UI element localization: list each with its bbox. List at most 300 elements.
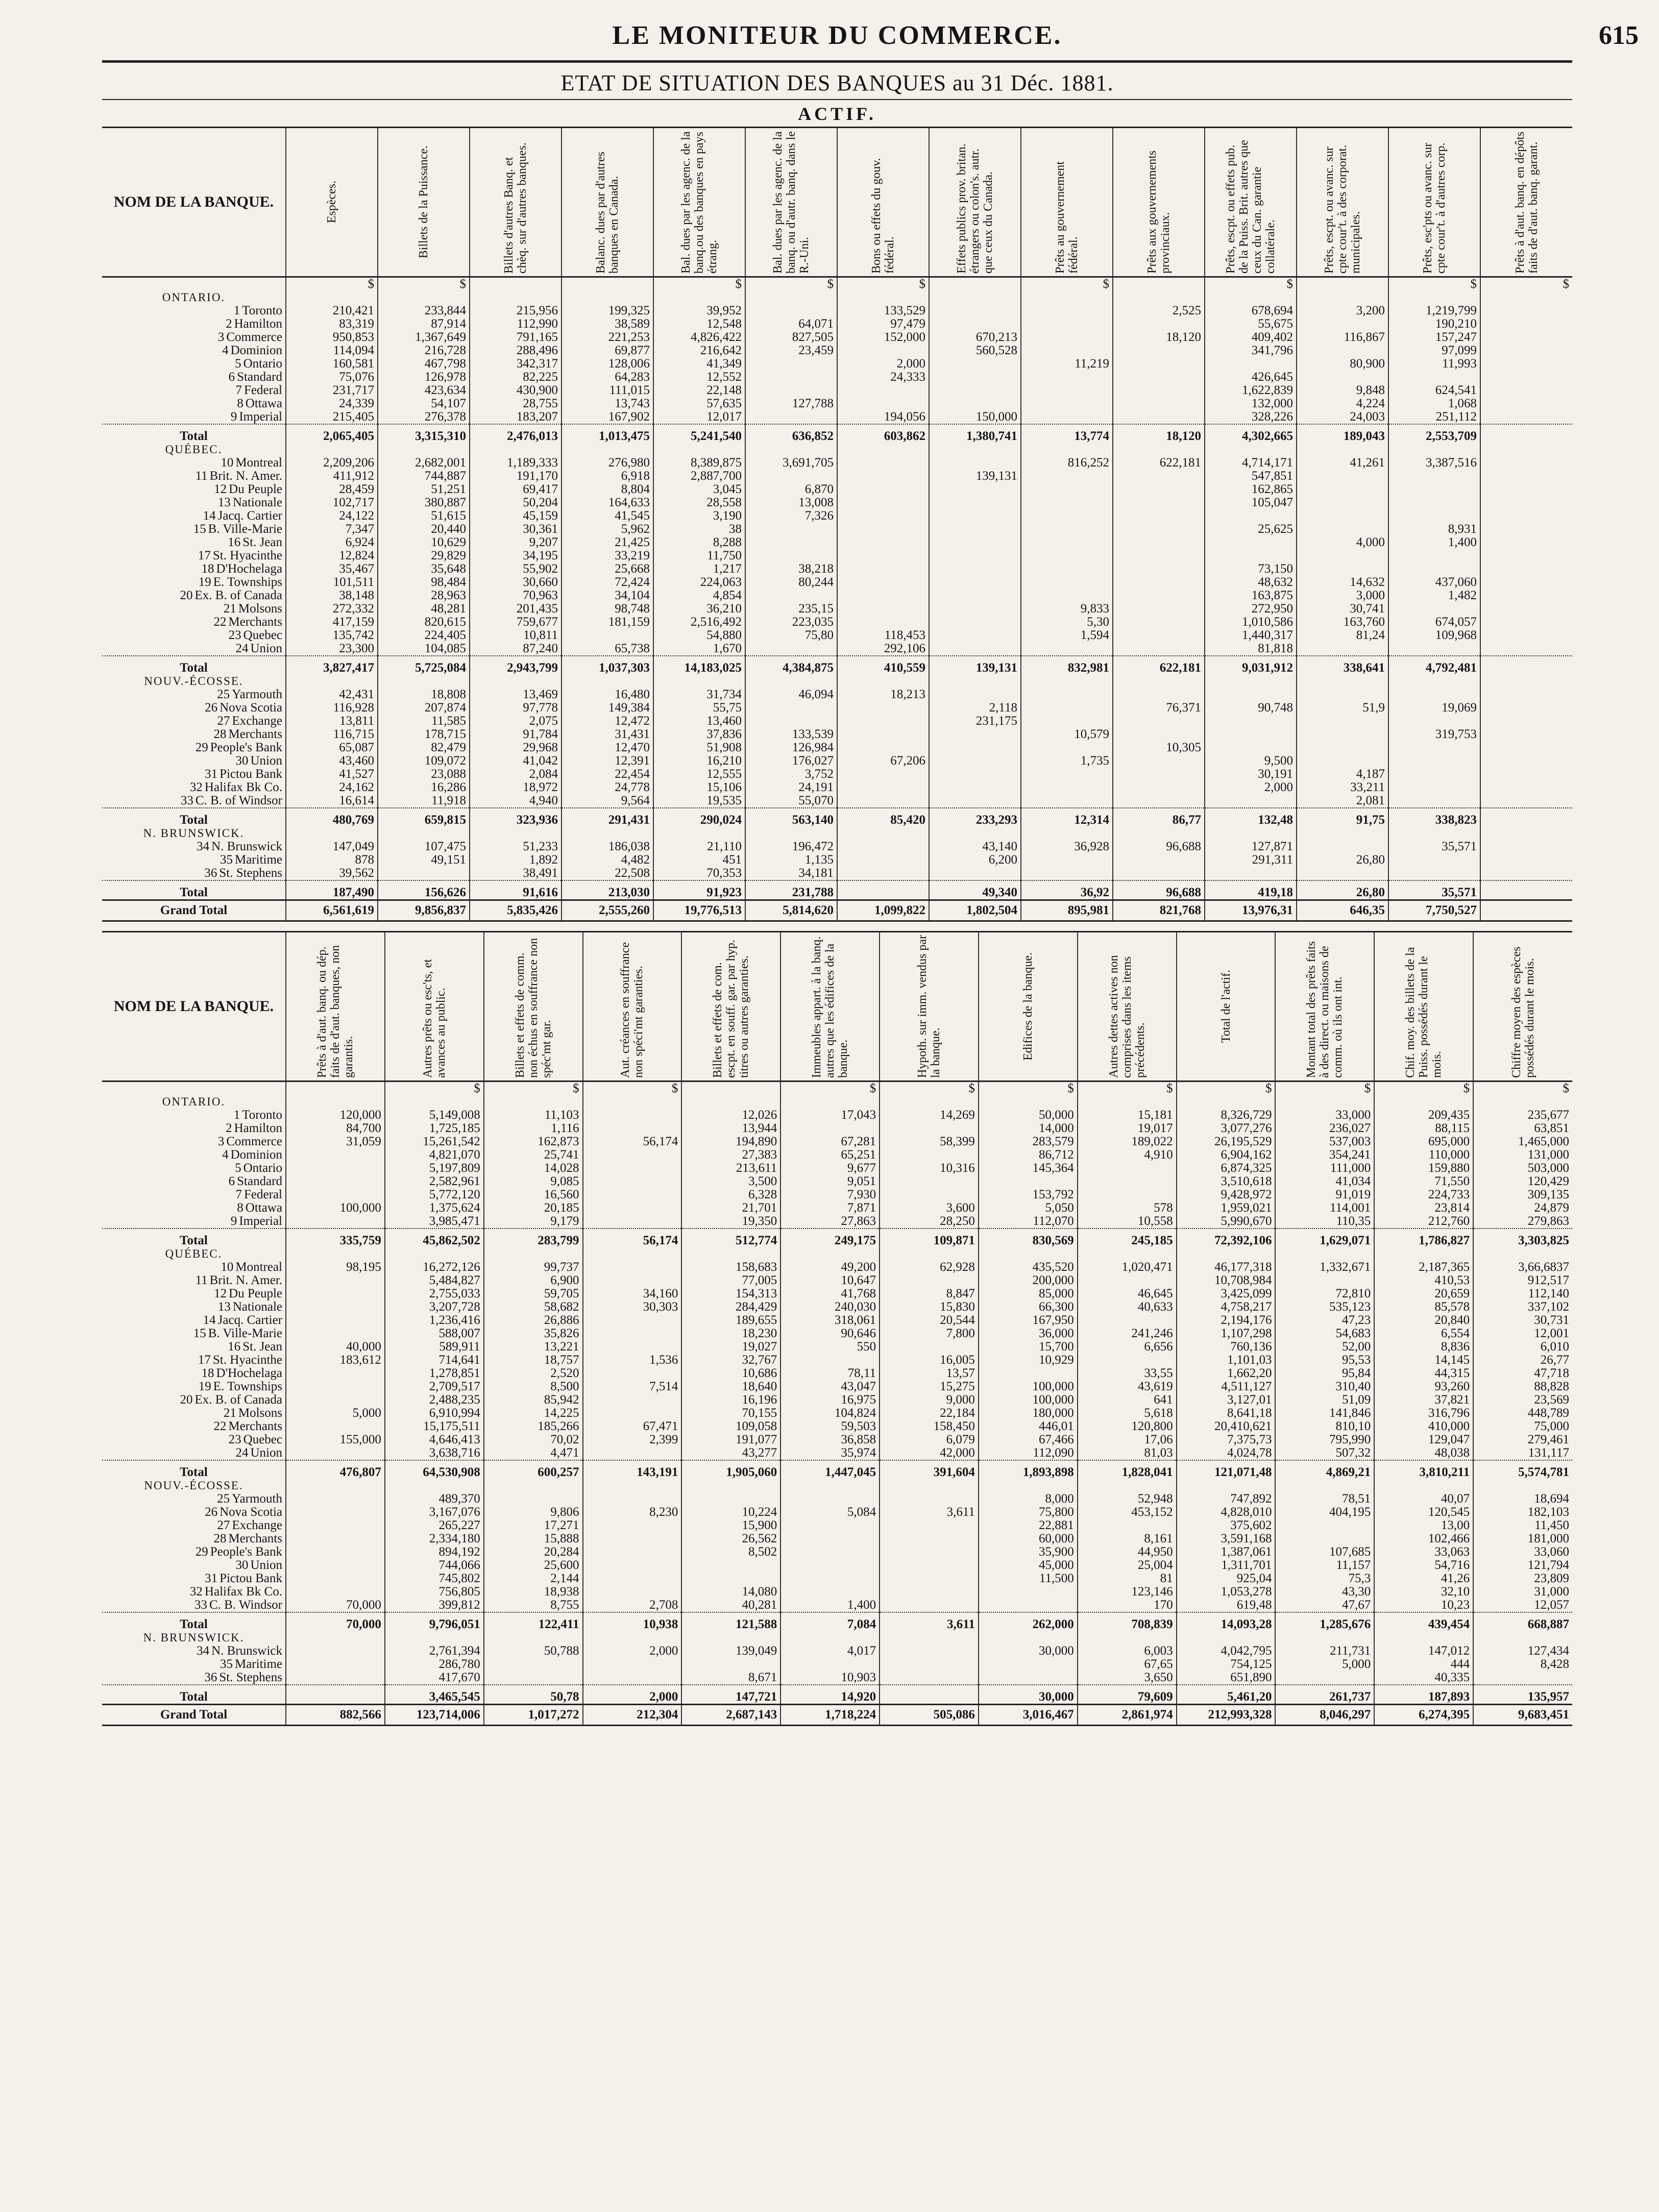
amount-cell: $ xyxy=(385,1082,484,1096)
total-row xyxy=(102,1685,1572,1705)
amount-cell: 88,115 xyxy=(1374,1122,1473,1135)
amount-cell xyxy=(681,1095,780,1109)
page-number: 615 xyxy=(1599,21,1639,50)
amount-cell: 40,000 xyxy=(286,1340,385,1354)
amount-cell: 49,151 xyxy=(378,853,470,867)
amount-cell: 439,454 xyxy=(1374,1612,1473,1631)
amount-cell: 9,856,837 xyxy=(378,900,470,921)
amount-cell: 56,174 xyxy=(583,1135,682,1148)
amount-cell xyxy=(1021,371,1113,384)
column-header xyxy=(583,932,682,1082)
amount-cell xyxy=(929,781,1021,794)
amount-cell: 26,562 xyxy=(681,1532,780,1545)
amount-cell xyxy=(929,728,1021,741)
amount-cell: 10,929 xyxy=(979,1354,1078,1367)
amount-cell: 6,200 xyxy=(929,853,1021,867)
bank-name-cell xyxy=(102,1354,286,1367)
amount-cell xyxy=(1297,754,1388,768)
row-number: 15 xyxy=(193,523,206,536)
row-number: 32 xyxy=(189,781,203,794)
amount-cell: 43,460 xyxy=(286,754,378,768)
amount-cell: 13,774 xyxy=(1021,424,1113,443)
amount-cell: 64,283 xyxy=(562,371,653,384)
amount-cell xyxy=(286,1300,385,1314)
amount-cell: 18,972 xyxy=(470,781,562,794)
amount-cell xyxy=(1473,1631,1572,1644)
amount-cell xyxy=(929,688,1021,701)
bank-row xyxy=(102,1420,1572,1433)
bank-name-cell xyxy=(102,277,286,291)
amount-cell xyxy=(745,549,837,562)
amount-cell: 96,688 xyxy=(1113,880,1205,900)
row-number: 22 xyxy=(213,1420,227,1433)
amount-cell xyxy=(929,357,1021,371)
amount-cell xyxy=(1021,549,1113,562)
column-header xyxy=(880,932,979,1082)
dollar-row xyxy=(102,277,1572,291)
amount-cell: 52,00 xyxy=(1275,1340,1374,1354)
row-number: 9 xyxy=(230,1215,237,1228)
amount-cell xyxy=(1113,853,1205,867)
amount-cell: 6,924 xyxy=(286,536,378,549)
amount-cell xyxy=(1205,291,1297,304)
amount-cell: 6,554 xyxy=(1374,1327,1473,1340)
amount-cell xyxy=(929,384,1021,397)
bank-row xyxy=(102,589,1572,602)
amount-cell: 375,602 xyxy=(1177,1519,1276,1532)
amount-cell: 24,003 xyxy=(1297,410,1388,424)
amount-cell xyxy=(979,1095,1078,1109)
bank-row xyxy=(102,1340,1572,1354)
amount-cell xyxy=(1480,536,1572,549)
bank-name: Halifax Bk Co. xyxy=(204,1585,282,1599)
amount-cell: 133,529 xyxy=(837,304,929,317)
amount-cell: 5,962 xyxy=(562,523,653,536)
bank-name-cell xyxy=(102,867,286,880)
amount-cell: 64,530,908 xyxy=(385,1460,484,1479)
amount-cell xyxy=(378,867,470,880)
amount-cell xyxy=(1374,1095,1473,1109)
amount-cell: 745,802 xyxy=(385,1572,484,1585)
amount-cell: 181,000 xyxy=(1473,1532,1572,1545)
amount-cell xyxy=(562,291,653,304)
amount-cell: 51,9 xyxy=(1297,701,1388,715)
amount-cell: 75,800 xyxy=(979,1506,1078,1519)
running-head xyxy=(102,20,1639,56)
amount-cell: 83,319 xyxy=(286,317,378,331)
amount-cell: 22,148 xyxy=(653,384,745,397)
amount-cell: 30,000 xyxy=(979,1644,1078,1658)
bank-name-cell xyxy=(102,1314,286,1327)
amount-cell: 28,250 xyxy=(880,1215,979,1228)
amount-cell: 288,496 xyxy=(470,344,562,357)
amount-cell xyxy=(837,781,929,794)
amount-cell: 28,755 xyxy=(470,397,562,410)
amount-cell xyxy=(1021,781,1113,794)
amount-cell: 4,940 xyxy=(470,794,562,808)
amount-cell xyxy=(1480,781,1572,794)
amount-cell xyxy=(1021,576,1113,589)
amount-cell: 101,511 xyxy=(286,576,378,589)
bank-name: Molsons xyxy=(238,602,282,616)
dollar-row xyxy=(102,1082,1572,1096)
bank-row xyxy=(102,1367,1572,1380)
amount-cell: 224,733 xyxy=(1374,1188,1473,1201)
amount-cell: 157,247 xyxy=(1388,331,1480,344)
amount-cell: 588,007 xyxy=(385,1327,484,1340)
bank-row xyxy=(102,741,1572,754)
bank-row xyxy=(102,1506,1572,1519)
amount-cell xyxy=(1021,562,1113,576)
amount-cell xyxy=(745,443,837,456)
amount-cell xyxy=(1480,424,1572,443)
bank-name-cell xyxy=(102,496,286,509)
amount-cell: 24,191 xyxy=(745,781,837,794)
row-number: 31 xyxy=(205,1572,218,1585)
amount-cell: 1,017,272 xyxy=(484,1705,583,1726)
row-number: 26 xyxy=(205,701,218,715)
bank-name: Commerce xyxy=(226,331,282,344)
amount-cell: 310,40 xyxy=(1275,1380,1374,1393)
amount-cell: 200,000 xyxy=(979,1274,1078,1287)
amount-cell xyxy=(286,1274,385,1287)
amount-cell: 1,670 xyxy=(653,642,745,656)
amount-cell: 80,244 xyxy=(745,576,837,589)
amount-cell: 139,131 xyxy=(929,656,1021,675)
bank-row xyxy=(102,1314,1572,1327)
column-header xyxy=(681,932,780,1082)
amount-cell xyxy=(837,675,929,688)
amount-cell: 97,479 xyxy=(837,317,929,331)
amount-cell xyxy=(880,1519,979,1532)
amount-cell: 505,086 xyxy=(880,1705,979,1726)
amount-cell: 1,400 xyxy=(780,1599,880,1612)
amount-cell xyxy=(880,1545,979,1559)
amount-cell: 1,189,333 xyxy=(470,456,562,470)
amount-cell: 9,000 xyxy=(880,1393,979,1407)
column-header-label: Billets d'autres Banq. et chèq. sur d'autres banques. xyxy=(502,142,529,274)
amount-cell: 7,375,73 xyxy=(1177,1433,1276,1446)
amount-cell: 43,277 xyxy=(681,1446,780,1460)
amount-cell: 114,094 xyxy=(286,344,378,357)
bank-name-cell xyxy=(102,1201,286,1215)
amount-cell: 122,411 xyxy=(484,1612,583,1631)
bank-name-cell xyxy=(102,371,286,384)
row-number: 27 xyxy=(217,715,230,728)
bank-row xyxy=(102,853,1572,867)
amount-cell: 15,275 xyxy=(880,1380,979,1393)
amount-cell xyxy=(1113,754,1205,768)
bank-name-cell xyxy=(102,549,286,562)
bank-name-cell xyxy=(102,384,286,397)
amount-cell: 33,000 xyxy=(1275,1109,1374,1122)
amount-cell xyxy=(745,384,837,397)
amount-cell: 35,900 xyxy=(979,1545,1078,1559)
amount-cell: 111,000 xyxy=(1275,1162,1374,1175)
amount-cell xyxy=(286,1148,385,1162)
amount-cell xyxy=(286,1479,385,1492)
amount-cell: 8,502 xyxy=(681,1545,780,1559)
bank-row xyxy=(102,1644,1572,1658)
bank-name: Yarmouth xyxy=(232,688,282,701)
amount-cell: 132,000 xyxy=(1205,397,1297,410)
column-header xyxy=(484,932,583,1082)
amount-cell xyxy=(681,1247,780,1261)
amount-cell xyxy=(1480,523,1572,536)
bank-name: Brit. N. Amer. xyxy=(209,1274,282,1287)
amount-cell: 20,659 xyxy=(1374,1287,1473,1300)
amount-cell: 181,159 xyxy=(562,616,653,629)
amount-cell xyxy=(929,456,1021,470)
amount-cell: 744,066 xyxy=(385,1559,484,1572)
amount-cell: 23,814 xyxy=(1374,1201,1473,1215)
amount-cell: 4,302,665 xyxy=(1205,424,1297,443)
amount-cell xyxy=(653,827,745,840)
amount-cell: 1,037,303 xyxy=(562,656,653,675)
amount-cell xyxy=(286,1287,385,1300)
amount-cell xyxy=(378,675,470,688)
amount-cell: 10,558 xyxy=(1078,1215,1177,1228)
amount-cell: 50,788 xyxy=(484,1644,583,1658)
amount-cell xyxy=(1113,562,1205,576)
column-header-label: Bal. dues par les agenc. de la banq.ou des banques en pays étrang. xyxy=(679,131,719,274)
amount-cell: 2,075 xyxy=(470,715,562,728)
row-number: 1 xyxy=(233,1109,240,1122)
amount-cell: 535,123 xyxy=(1275,1300,1374,1314)
amount-cell: 9,848 xyxy=(1297,384,1388,397)
amount-cell: 147,049 xyxy=(286,840,378,853)
amount-cell xyxy=(1473,1247,1572,1261)
bank-name: Grand Total xyxy=(160,1708,228,1722)
total-row xyxy=(102,880,1572,900)
bank-name: Merchants xyxy=(228,1420,282,1433)
amount-cell: 323,936 xyxy=(470,808,562,827)
amount-cell xyxy=(745,715,837,728)
amount-cell: 4,910 xyxy=(1078,1148,1177,1162)
amount-cell: 63,851 xyxy=(1473,1122,1572,1135)
amount-cell xyxy=(1113,675,1205,688)
amount-cell xyxy=(880,1492,979,1506)
amount-cell xyxy=(286,443,378,456)
amount-cell: 2,687,143 xyxy=(681,1705,780,1726)
amount-cell xyxy=(979,1479,1078,1492)
amount-cell: 5,574,781 xyxy=(1473,1460,1572,1479)
amount-cell: 59,503 xyxy=(780,1420,880,1433)
bank-name-cell xyxy=(102,602,286,616)
amount-cell xyxy=(1297,642,1388,656)
amount-cell: 72,392,106 xyxy=(1177,1228,1276,1247)
region-row xyxy=(102,1095,1572,1109)
amount-cell: 20,544 xyxy=(880,1314,979,1327)
row-number: 3 xyxy=(217,331,225,344)
amount-cell: 426,645 xyxy=(1205,371,1297,384)
amount-cell: 189,022 xyxy=(1078,1135,1177,1148)
bank-name-cell xyxy=(102,715,286,728)
amount-cell: 23,300 xyxy=(286,642,378,656)
amount-cell xyxy=(880,1658,979,1671)
amount-cell: 183,207 xyxy=(470,410,562,424)
bank-name-cell xyxy=(102,1327,286,1340)
amount-cell: 13,008 xyxy=(745,496,837,509)
amount-cell: 10,579 xyxy=(1021,728,1113,741)
amount-cell: 2,555,260 xyxy=(562,900,653,921)
amount-cell: 127,434 xyxy=(1473,1644,1572,1658)
bank-name-cell xyxy=(102,1532,286,1545)
bank-name-cell xyxy=(102,1585,286,1599)
amount-cell: 186,038 xyxy=(562,840,653,853)
amount-cell: 6,910,994 xyxy=(385,1407,484,1420)
amount-cell: 158,683 xyxy=(681,1261,780,1274)
amount-cell: 284,429 xyxy=(681,1300,780,1314)
amount-cell: 11,103 xyxy=(484,1109,583,1122)
bank-name-cell xyxy=(102,1380,286,1393)
amount-cell: 19,027 xyxy=(681,1340,780,1354)
amount-cell: $ xyxy=(1275,1082,1374,1096)
amount-cell: 7,750,527 xyxy=(1388,900,1480,921)
amount-cell: $ xyxy=(979,1082,1078,1096)
amount-cell xyxy=(1113,483,1205,496)
bank-name-cell xyxy=(102,900,286,921)
amount-cell: 26,886 xyxy=(484,1314,583,1327)
amount-cell: 756,805 xyxy=(385,1585,484,1599)
amount-cell: 46,645 xyxy=(1078,1287,1177,1300)
amount-cell xyxy=(286,1082,385,1096)
bank-row xyxy=(102,728,1572,741)
amount-cell: 11,750 xyxy=(653,549,745,562)
amount-cell: 5,835,426 xyxy=(470,900,562,921)
amount-cell: 51,233 xyxy=(470,840,562,853)
amount-cell xyxy=(1388,509,1480,523)
amount-cell: 3,591,168 xyxy=(1177,1532,1276,1545)
region-row xyxy=(102,291,1572,304)
amount-cell: 2,761,394 xyxy=(385,1644,484,1658)
amount-cell: 5,725,084 xyxy=(378,656,470,675)
amount-cell: 832,981 xyxy=(1021,656,1113,675)
amount-cell: 135,742 xyxy=(286,629,378,642)
column-header-label: Autres prêts ou esc'ts, et avances au public. xyxy=(421,959,448,1078)
amount-cell: 7,871 xyxy=(780,1201,880,1215)
amount-cell: 4,471 xyxy=(484,1446,583,1460)
column-header xyxy=(286,128,378,277)
amount-cell: 279,863 xyxy=(1473,1215,1572,1228)
amount-cell: 12,470 xyxy=(562,741,653,754)
amount-cell: 67,206 xyxy=(837,754,929,768)
amount-cell xyxy=(1374,1247,1473,1261)
amount-cell: 23,809 xyxy=(1473,1572,1572,1585)
bank-name: QUÉBEC. xyxy=(165,1247,223,1260)
amount-cell xyxy=(1275,1671,1374,1685)
amount-cell xyxy=(1177,1095,1276,1109)
amount-cell xyxy=(1113,827,1205,840)
amount-cell: 3,985,471 xyxy=(385,1215,484,1228)
amount-cell: 43,140 xyxy=(929,840,1021,853)
amount-cell: 30,000 xyxy=(979,1685,1078,1705)
amount-cell: 23,088 xyxy=(378,768,470,781)
amount-cell: 135,957 xyxy=(1473,1685,1572,1705)
amount-cell: 3,190 xyxy=(653,509,745,523)
amount-cell: 15,830 xyxy=(880,1300,979,1314)
amount-cell xyxy=(929,576,1021,589)
amount-cell xyxy=(929,629,1021,642)
bank-name-cell xyxy=(102,675,286,688)
amount-cell: 121,588 xyxy=(681,1612,780,1631)
bank-name: Montreal xyxy=(235,1261,282,1274)
amount-cell: $ xyxy=(1374,1082,1473,1096)
amount-cell: 759,677 xyxy=(470,616,562,629)
amount-cell: 1,217 xyxy=(653,562,745,576)
amount-cell: 1,236,416 xyxy=(385,1314,484,1327)
amount-cell xyxy=(1480,827,1572,840)
amount-cell: 512,774 xyxy=(681,1228,780,1247)
column-header xyxy=(1205,128,1297,277)
amount-cell xyxy=(1480,549,1572,562)
amount-cell xyxy=(1297,317,1388,331)
amount-cell xyxy=(837,470,929,483)
amount-cell: 816,252 xyxy=(1021,456,1113,470)
amount-cell: 91,784 xyxy=(470,728,562,741)
amount-cell: 41,26 xyxy=(1374,1572,1473,1585)
column-header-label: Effets publics prov. britan. étrangers ou colon's. autr. que ceux du Canada. xyxy=(955,143,995,274)
amount-cell xyxy=(681,1082,780,1096)
amount-cell xyxy=(1113,629,1205,642)
amount-cell xyxy=(1021,384,1113,397)
amount-cell: 41,768 xyxy=(780,1287,880,1300)
amount-cell xyxy=(745,304,837,317)
amount-cell xyxy=(583,1109,682,1122)
amount-cell xyxy=(745,470,837,483)
bank-name-cell xyxy=(102,1340,286,1354)
amount-cell: 2,000 xyxy=(837,357,929,371)
amount-cell: 123,146 xyxy=(1078,1585,1177,1599)
bank-name: N. BRUNSWICK. xyxy=(143,1631,245,1644)
amount-cell: 54,683 xyxy=(1275,1327,1374,1340)
amount-cell: 3,611 xyxy=(880,1612,979,1631)
amount-cell: 51,09 xyxy=(1275,1393,1374,1407)
amount-cell: 81,24 xyxy=(1297,629,1388,642)
amount-cell: 41,527 xyxy=(286,768,378,781)
amount-cell: 10,903 xyxy=(780,1671,880,1685)
row-number: 20 xyxy=(180,1393,193,1407)
amount-cell: 231,175 xyxy=(929,715,1021,728)
amount-cell: 2,943,799 xyxy=(470,656,562,675)
amount-cell: 97,778 xyxy=(470,701,562,715)
bank-name: B. Ville-Marie xyxy=(208,523,282,536)
amount-cell: 35,467 xyxy=(286,562,378,576)
bank-name: Pictou Bank xyxy=(219,1572,282,1585)
amount-cell: 1,135 xyxy=(745,853,837,867)
amount-cell: $ xyxy=(880,1082,979,1096)
bank-name-cell xyxy=(102,1420,286,1433)
bank-row xyxy=(102,1201,1572,1215)
amount-cell: 5,000 xyxy=(1275,1658,1374,1671)
amount-cell xyxy=(681,1631,780,1644)
amount-cell: 430,900 xyxy=(470,384,562,397)
amount-cell: 417,159 xyxy=(286,616,378,629)
amount-cell: 563,140 xyxy=(745,808,837,827)
bank-name-cell xyxy=(102,656,286,675)
amount-cell: 26,80 xyxy=(1297,880,1388,900)
amount-cell: 23,459 xyxy=(745,344,837,357)
bank-name: Union xyxy=(250,754,282,768)
amount-cell: 291,311 xyxy=(1205,853,1297,867)
amount-cell xyxy=(929,794,1021,808)
amount-cell: 10,305 xyxy=(1113,741,1205,754)
amount-cell: 48,281 xyxy=(378,602,470,616)
amount-cell: 2,334,180 xyxy=(385,1532,484,1545)
amount-cell xyxy=(681,1559,780,1572)
row-number: 34 xyxy=(197,1644,210,1658)
amount-cell: 12,026 xyxy=(681,1109,780,1122)
